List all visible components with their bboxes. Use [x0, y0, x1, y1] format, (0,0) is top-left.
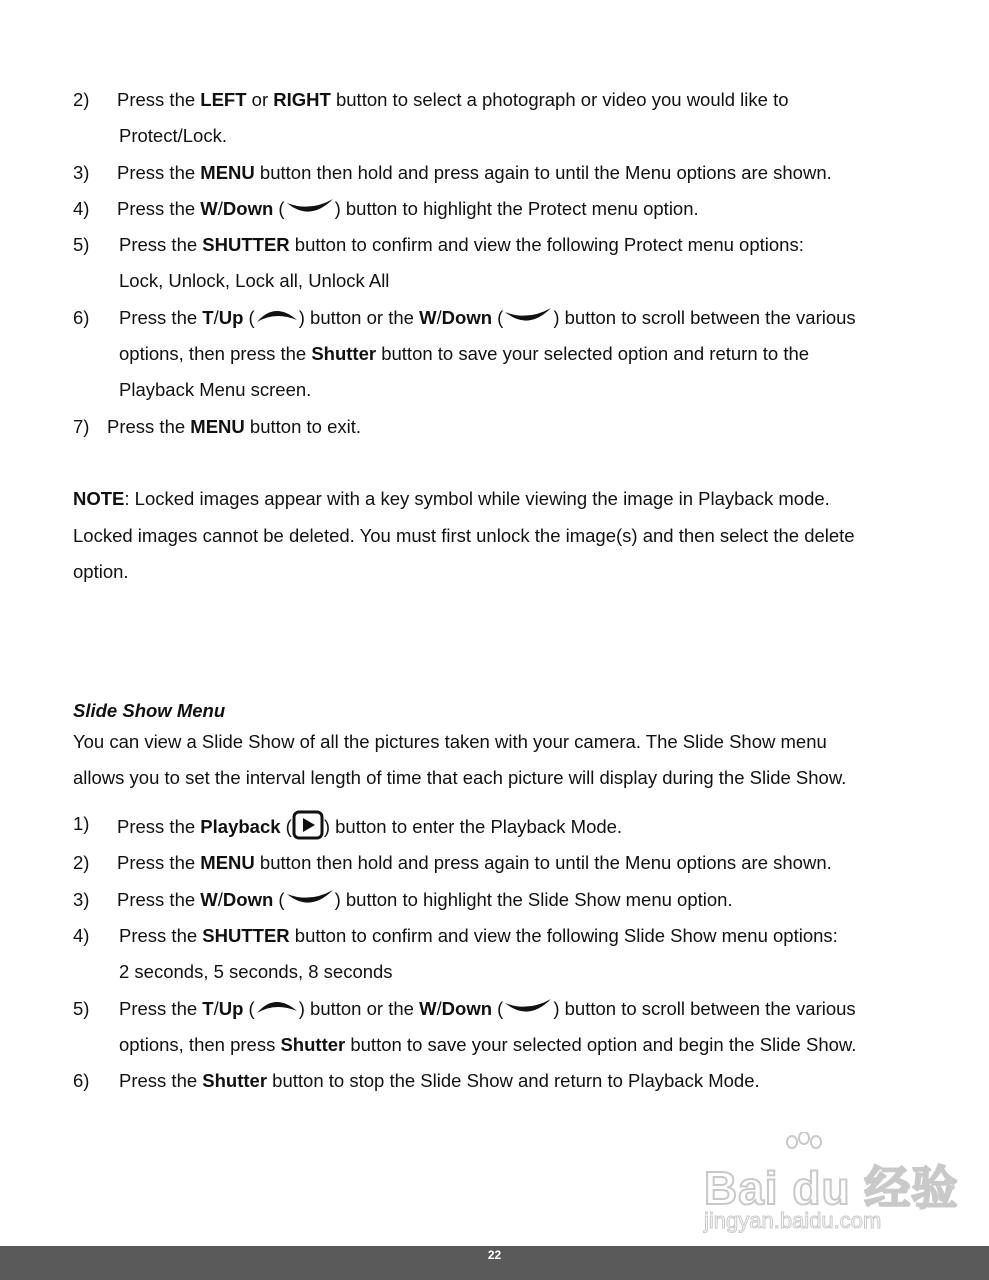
key-w: W	[419, 307, 437, 328]
text: (	[243, 307, 255, 328]
text: Press the	[119, 1070, 203, 1091]
text: (	[492, 307, 504, 328]
key-t: T	[202, 307, 214, 328]
intro-line-2: allows you to set the interval length of time that each picture will display during the Slide Show.	[73, 767, 847, 788]
text: Press the	[117, 852, 201, 873]
key-shutter: Shutter	[280, 1034, 346, 1055]
key-shutter: Shutter	[202, 1070, 268, 1091]
step-number: 6)	[73, 307, 90, 328]
step-number: 2)	[73, 89, 90, 110]
text: Press the	[117, 162, 201, 183]
text: options, then press the	[119, 343, 312, 364]
slideshow-step-1	[117, 813, 622, 843]
text: (	[273, 889, 285, 910]
key-menu: MENU	[200, 852, 255, 873]
text: ) button or the	[298, 998, 420, 1019]
key-shutter: Shutter	[311, 343, 377, 364]
text: ) button to highlight the Protect menu option.	[334, 198, 699, 219]
down-arrow-icon	[503, 996, 553, 1018]
key-shutter: SHUTTER	[202, 925, 290, 946]
key-left: LEFT	[200, 89, 247, 110]
text: Press the	[117, 89, 201, 110]
text: or	[246, 89, 274, 110]
protect-step-7	[107, 416, 361, 438]
text: ) button to scroll between the various	[553, 998, 856, 1019]
step-number: 5)	[73, 998, 90, 1019]
text: button then hold and press again to until the Menu options are shown.	[254, 852, 832, 873]
key-w: W	[200, 198, 218, 219]
text: (	[273, 198, 285, 219]
protect-step-4	[117, 198, 699, 221]
key-down: Down	[222, 198, 274, 219]
text: Press the	[117, 198, 201, 219]
text: (	[492, 998, 504, 1019]
page-footer	[0, 1246, 989, 1280]
text: button to confirm and view the following Protect menu options:	[289, 234, 804, 255]
note-label: NOTE	[73, 488, 125, 509]
slideshow-step-2	[117, 852, 832, 874]
protect-step-3	[117, 162, 832, 184]
text: /	[217, 889, 223, 910]
down-arrow-icon	[285, 196, 335, 218]
text: Press the	[119, 925, 203, 946]
text: options, then press	[119, 1034, 281, 1055]
protect-step-2	[117, 89, 789, 111]
key-menu: MENU	[190, 416, 245, 437]
step-number: 1)	[73, 813, 90, 834]
playback-icon	[292, 810, 324, 840]
text: (	[280, 815, 292, 837]
text: button to select a photograph or video you would like to	[330, 89, 789, 110]
protect-step-6-cont	[119, 343, 809, 365]
text: ) button or the	[298, 307, 420, 328]
text: Press the	[117, 889, 201, 910]
key-w: W	[200, 889, 218, 910]
text: (	[243, 998, 255, 1019]
step-number: 3)	[73, 889, 90, 910]
up-arrow-icon	[255, 996, 299, 1018]
up-arrow-icon	[255, 305, 299, 327]
step-number: 4)	[73, 925, 90, 946]
watermark-url: jingyan.baidu.com	[704, 1208, 882, 1233]
key-shutter: SHUTTER	[202, 234, 290, 255]
slideshow-options-list: 2 seconds, 5 seconds, 8 seconds	[119, 961, 393, 982]
protect-step-6	[119, 307, 856, 330]
key-up: Up	[218, 307, 244, 328]
text: /	[213, 307, 219, 328]
step-number: 4)	[73, 198, 90, 219]
text: ) button to scroll between the various	[553, 307, 856, 328]
down-arrow-icon	[503, 305, 553, 327]
text: /	[436, 307, 442, 328]
slideshow-step-5-cont	[119, 1034, 856, 1056]
key-down: Down	[222, 889, 274, 910]
text: Press the	[119, 998, 203, 1019]
slideshow-step-6	[119, 1070, 760, 1092]
slideshow-step-4	[119, 925, 838, 947]
text: button to exit.	[244, 416, 361, 437]
key-right: RIGHT	[273, 89, 331, 110]
key-t: T	[202, 998, 214, 1019]
text: Press the	[119, 234, 203, 255]
text: Press the	[107, 416, 191, 437]
text: /	[217, 198, 223, 219]
protect-step-6-cont2: Playback Menu screen.	[119, 379, 312, 400]
text: : Locked images appear with a key symbol while viewing the image in Playback mode.	[124, 488, 830, 509]
text: button to stop the Slide Show and return to Playback Mode.	[267, 1070, 760, 1091]
text: Press the	[119, 307, 203, 328]
text: ) button to highlight the Slide Show menu option.	[334, 889, 733, 910]
protect-step-5	[119, 234, 804, 256]
note-line-1	[73, 488, 830, 510]
text: /	[436, 998, 442, 1019]
step-number: 7)	[73, 416, 90, 437]
step-number: 2)	[73, 852, 90, 873]
text: ) button to enter the Playback Mode.	[323, 815, 623, 837]
intro-line-1: You can view a Slide Show of all the pictures taken with your camera. The Slide Show menu	[73, 731, 827, 752]
text: button to confirm and view the following Slide Show menu options:	[289, 925, 838, 946]
text: button to save your selected option and begin the Slide Show.	[345, 1034, 857, 1055]
key-playback: Playback	[200, 815, 281, 837]
text: button to save your selected option and return to the	[376, 343, 810, 364]
key-w: W	[419, 998, 437, 1019]
step-number: 5)	[73, 234, 90, 255]
key-menu: MENU	[200, 162, 255, 183]
protect-step-2-cont: Protect/Lock.	[119, 125, 227, 146]
key-up: Up	[218, 998, 244, 1019]
page-number: 22	[487, 1248, 502, 1262]
down-arrow-icon	[285, 887, 335, 909]
text: Press the	[117, 815, 201, 837]
step-number: 6)	[73, 1070, 90, 1091]
slideshow-step-3	[117, 889, 733, 912]
key-down: Down	[441, 998, 493, 1019]
key-down: Down	[441, 307, 493, 328]
protect-options-list: Lock, Unlock, Lock all, Unlock All	[119, 270, 390, 291]
section-heading: Slide Show Menu	[73, 700, 226, 721]
baidu-watermark	[700, 1132, 959, 1240]
text: /	[213, 998, 219, 1019]
slideshow-step-5	[119, 998, 856, 1021]
watermark-main: Bai du 经验	[704, 1162, 959, 1214]
text: button then hold and press again to until the Menu options are shown.	[254, 162, 832, 183]
note-line-2: Locked images cannot be deleted. You must first unlock the image(s) and then select the delete	[73, 525, 855, 546]
note-line-3: option.	[73, 561, 129, 582]
step-number: 3)	[73, 162, 90, 183]
